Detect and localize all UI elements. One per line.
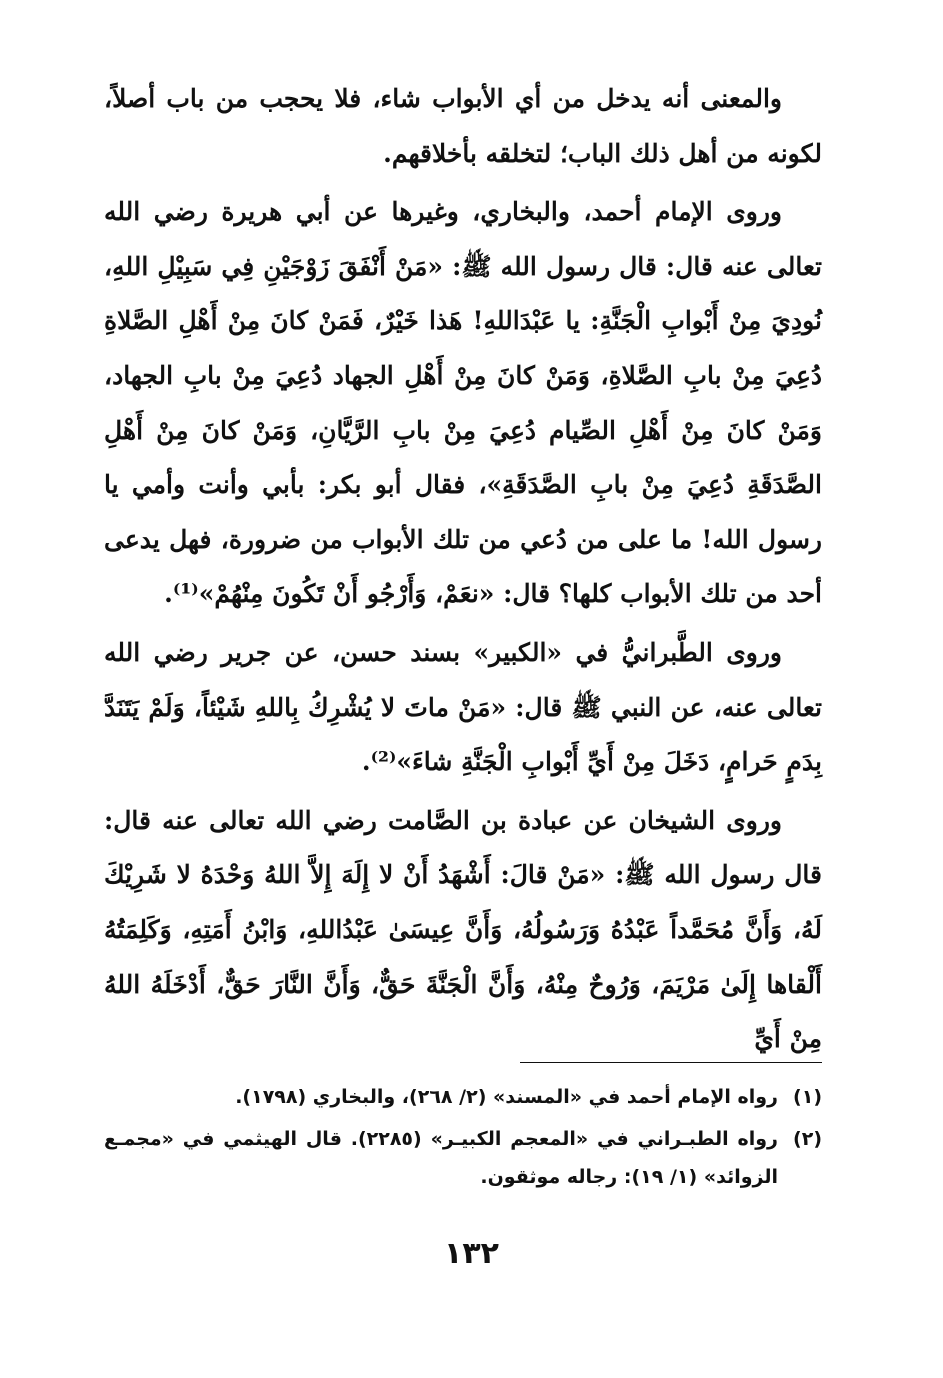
body-paragraph-2: وروى الإمام أحمد، والبخاري، وغيرها عن أبي هريرة رضي الله تعالى عنه قال: قال رسول الله ﷺ: «مَنْ أَنْفَقَ زَوْجَيْنِ فِي سَبِيْلِ اللهِ، نُودِيَ مِنْ أَبْوابِ الْجَنَّةِ: يا عَبْدَاللهِ! هَذا خَيْرٌ، فَمَنْ كانَ مِنْ أَهْلِ الصَّلاةِ دُعِيَ مِنْ بابِ الصَّلاةِ، وَمَنْ كانَ مِنْ أَهْلِ الجهاد دُعِيَ مِنْ بابِ الجهاد، وَمَنْ كانَ مِنْ أَهْلِ الصِّيام دُعِيَ مِنْ بابِ الرَّيَّانِ، وَمَنْ كانَ مِنْ أَهْلِ الصَّدَقَةِ دُعِيَ مِنْ بابِ الصَّدَقَةِ»، فقال أبو بكر: بأبي وأنت وأمي يا رسول الله! ما على من دُعي من تلك الأبواب من ضرورة، فهل يدعى أحد من تلك الأبواب كلها؟ قال: «نعَمْ، وَأَرْجُو أَنْ تَكُونَ مِنْهُمْ»⁽¹⁾. bbox=[104, 197, 822, 609]
body-paragraph-1: والمعنى أنه يدخل من أي الأبواب شاء، فلا يحجب من باب أصلاً، لكونه من أهل ذلك الباب؛ لتخلقه بأخلاقهم. bbox=[104, 84, 822, 168]
footnote-divider bbox=[520, 1062, 822, 1063]
body-paragraph-4: وروى الشيخان عن عبادة بن الصَّامت رضي الله تعالى عنه قال: قال رسول الله ﷺ: «مَنْ قالَ: أَشْهَدُ أَنْ لا إِلَهَ إِلاَّ اللهُ وَحْدَهُ لا شَرِيْكَ لَهُ، وَأَنَّ مُحَمَّداً عَبْدُهُ وَرَسُولُهُ، وَأَنَّ عِيسَىٰ عَبْدُاللهِ، وَابْنُ أَمَتِهِ، وَكَلِمَتُهُ أَلْقاها إِلَىٰ مَرْيَمَ، وَرُوحٌ مِنْهُ، وَأَنَّ الْجَنَّةَ حَقٌّ، وَأَنَّ النَّارَ حَقٌّ، أَدْخَلَهُ اللهُ مِنْ أَيِّ bbox=[104, 805, 822, 1054]
footnote-2 bbox=[104, 1120, 822, 1196]
footnote-number: (١) bbox=[793, 1086, 822, 1108]
footnotes bbox=[104, 1078, 822, 1196]
footnote-number: (٢) bbox=[793, 1128, 822, 1150]
page-body bbox=[104, 72, 822, 1067]
footnote-text: رواه الطبـراني في «المعجم الكبيـر» (٢٢٨٥). قال الهيثمي في «مجمـع الزوائد» (١/ ١٩): رجاله موثقون. bbox=[104, 1128, 778, 1188]
footnote-1 bbox=[104, 1078, 822, 1116]
body-paragraph-3: وروى الطَّبرانيُّ في «الكبير» بسند حسن، عن جرير رضي الله تعالى عنه، عن النبي ﷺ قال: «مَنْ ماتَ لا يُشْرِكُ بِاللهِ شَيْئاً، وَلَمْ يَتَنَدَّ بِدَمٍ حَرامٍ، دَخَلَ مِنْ أَيِّ أَبْوابِ الْجَنَّةِ شاءَ»⁽²⁾. bbox=[104, 637, 822, 777]
page-number: ١٣٢ bbox=[444, 1236, 499, 1271]
footnote-text: رواه الإمام أحمد في «المسند» (٢/ ٢٦٨)، والبخاري (١٧٩٨). bbox=[235, 1086, 778, 1108]
